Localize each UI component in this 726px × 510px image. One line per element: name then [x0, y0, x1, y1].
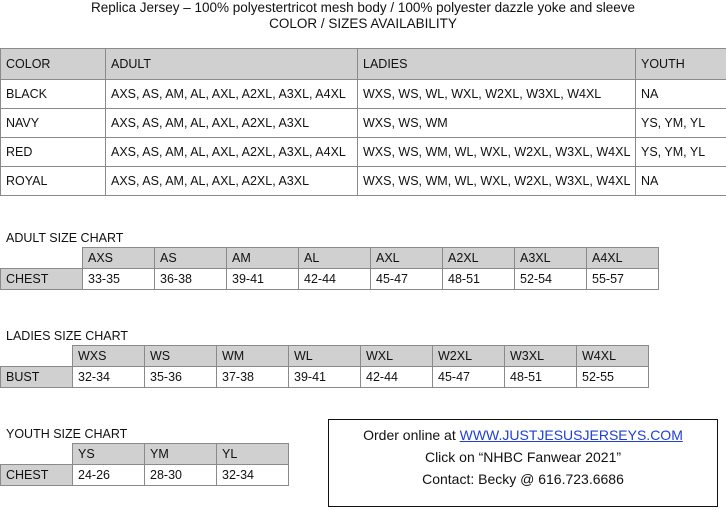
measurement-cell: 45-47 — [433, 367, 505, 388]
size-header: WS — [145, 346, 217, 367]
table-row — [1, 167, 726, 196]
youth-chart-title: YOUTH SIZE CHART — [6, 427, 128, 441]
empty-corner-cell — [1, 248, 83, 269]
measurement-cell: 35-36 — [145, 367, 217, 388]
ladies-chart-title: LADIES SIZE CHART — [6, 329, 129, 343]
table-row — [1, 367, 649, 388]
order-info-box — [328, 419, 718, 507]
measurement-cell: 42-44 — [361, 367, 433, 388]
ladies-sizes-cell: WXS, WS, WM, WL, WXL, W2XL, W3XL, W4XL — [358, 138, 636, 167]
measurement-cell: 37-38 — [217, 367, 289, 388]
measurement-cell: 36-38 — [155, 269, 227, 290]
availability-header-row — [1, 49, 726, 80]
column-header: LADIES — [358, 49, 636, 80]
size-header: AM — [227, 248, 299, 269]
measurement-cell: 48-51 — [505, 367, 577, 388]
measurement-cell: 52-54 — [515, 269, 587, 290]
column-header: ADULT — [106, 49, 358, 80]
table-row — [1, 80, 726, 109]
size-header: W4XL — [577, 346, 649, 367]
column-header: YOUTH — [636, 49, 726, 80]
row-label: CHEST — [1, 269, 83, 290]
measurement-cell: 48-51 — [443, 269, 515, 290]
size-header: A3XL — [515, 248, 587, 269]
size-header: W2XL — [433, 346, 505, 367]
size-header: W3XL — [505, 346, 577, 367]
adult-sizes-cell: AXS, AS, AM, AL, AXL, A2XL, A3XL — [106, 109, 358, 138]
youth-sizes-cell: NA — [636, 167, 726, 196]
adult-sizes-cell: AXS, AS, AM, AL, AXL, A2XL, A3XL, A4XL — [106, 138, 358, 167]
table-row — [1, 465, 289, 486]
ladies-sizes-cell: WXS, WS, WM, WL, WXL, W2XL, W3XL, W4XL — [358, 167, 636, 196]
empty-corner-cell — [1, 346, 73, 367]
size-header-row — [1, 248, 659, 269]
page-subtitle: COLOR / SIZES AVAILABILITY — [269, 16, 457, 31]
measurement-cell: 55-57 — [587, 269, 659, 290]
color-cell: NAVY — [1, 109, 106, 138]
column-header: COLOR — [1, 49, 106, 80]
youth-sizes-cell: NA — [636, 80, 726, 109]
size-header-row — [1, 444, 289, 465]
empty-corner-cell — [1, 444, 73, 465]
size-header: AS — [155, 248, 227, 269]
youth-sizes-cell: YS, YM, YL — [636, 138, 726, 167]
color-cell: RED — [1, 138, 106, 167]
table-row — [1, 109, 726, 138]
adult-sizes-cell: AXS, AS, AM, AL, AXL, A2XL, A3XL — [106, 167, 358, 196]
size-header: AXL — [371, 248, 443, 269]
size-header: WL — [289, 346, 361, 367]
measurement-cell: 39-41 — [227, 269, 299, 290]
size-header: YS — [73, 444, 145, 465]
youth-size-chart — [0, 443, 289, 486]
website-link[interactable]: WWW.JUSTJESUSJERSEYS.COM — [459, 427, 683, 443]
size-header: WXS — [73, 346, 145, 367]
size-header: YM — [145, 444, 217, 465]
order-online-line — [329, 424, 717, 446]
color-cell: BLACK — [1, 80, 106, 109]
measurement-cell: 32-34 — [73, 367, 145, 388]
size-header: AXS — [83, 248, 155, 269]
size-header-row — [1, 346, 649, 367]
availability-table — [0, 48, 726, 196]
measurement-cell: 45-47 — [371, 269, 443, 290]
order-online-text: Order online at — [363, 427, 460, 443]
measurement-cell: 28-30 — [145, 465, 217, 486]
adult-chart-title: ADULT SIZE CHART — [6, 231, 124, 245]
size-header: WM — [217, 346, 289, 367]
ladies-sizes-cell: WXS, WS, WL, WXL, W2XL, W3XL, W4XL — [358, 80, 636, 109]
measurement-cell: 33-35 — [83, 269, 155, 290]
table-row — [1, 138, 726, 167]
size-header: AL — [299, 248, 371, 269]
adult-size-chart — [0, 247, 659, 290]
measurement-cell: 39-41 — [289, 367, 361, 388]
measurement-cell: 52-55 — [577, 367, 649, 388]
page-title: Replica Jersey – 100% polyestertricot mesh body / 100% polyester dazzle yoke and sleeve — [90, 0, 636, 15]
size-header: WXL — [361, 346, 433, 367]
ladies-sizes-cell: WXS, WS, WM — [358, 109, 636, 138]
contact-line: Contact: Becky @ 616.723.6686 — [422, 471, 624, 487]
click-on-line: Click on “NHBC Fanwear 2021” — [424, 449, 622, 465]
color-cell: ROYAL — [1, 167, 106, 196]
row-label: CHEST — [1, 465, 73, 486]
measurement-cell: 42-44 — [299, 269, 371, 290]
size-header: YL — [217, 444, 289, 465]
adult-sizes-cell: AXS, AS, AM, AL, AXL, A2XL, A3XL, A4XL — [106, 80, 358, 109]
table-row — [1, 269, 659, 290]
size-header: A2XL — [443, 248, 515, 269]
measurement-cell: 32-34 — [217, 465, 289, 486]
size-header: A4XL — [587, 248, 659, 269]
row-label: BUST — [1, 367, 73, 388]
youth-sizes-cell: YS, YM, YL — [636, 109, 726, 138]
measurement-cell: 24-26 — [73, 465, 145, 486]
ladies-size-chart — [0, 345, 649, 388]
